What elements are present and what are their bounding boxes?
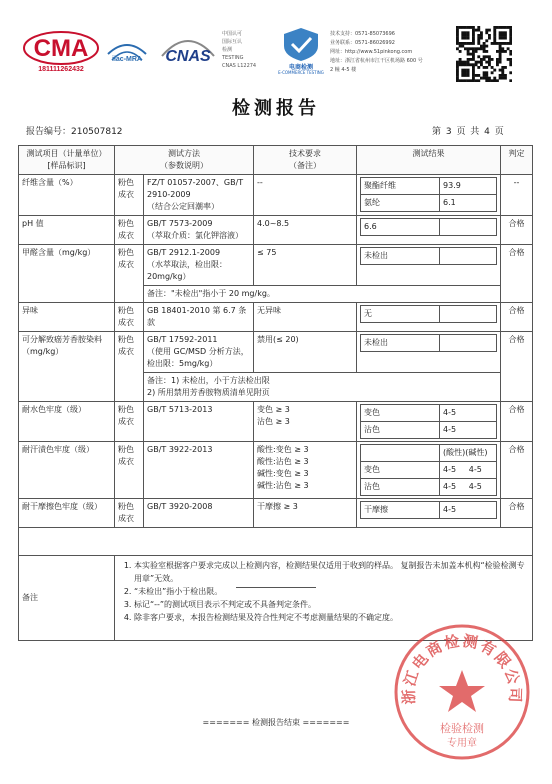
result-label: 氨纶 xyxy=(361,195,440,212)
result-value: 4-5 xyxy=(440,502,497,519)
result-line xyxy=(361,248,497,265)
accred-line: TESTING xyxy=(222,55,244,61)
row-item: 甲醛含量（mg/kg） xyxy=(19,245,115,303)
result-value: 4-5 xyxy=(440,422,497,439)
table-header-row xyxy=(19,146,533,175)
row-requirement: 禁用(≤ 20) xyxy=(254,332,357,373)
cnas-text: CNAS xyxy=(165,48,211,65)
result-label: 沾色 xyxy=(361,422,440,439)
remarks-list xyxy=(118,559,529,624)
row-method: GB/T 17592-2011 （使用 GC/MSD 分析方法，检出限：5mg/kg） xyxy=(144,332,254,373)
table-body xyxy=(19,175,533,528)
blank-row xyxy=(19,528,533,556)
results-table xyxy=(18,145,533,641)
result-label: 干摩擦 xyxy=(361,502,440,519)
result-line xyxy=(361,178,497,195)
row-sample: 粉色成衣 xyxy=(115,402,144,442)
row-requirement: 4.0~8.5 xyxy=(254,216,357,245)
row-requirement: 变色 ≥ 3 沾色 ≥ 3 xyxy=(254,402,357,442)
result-subtable xyxy=(360,305,497,323)
contact-line: 网址：http://www.51pinkong.com xyxy=(330,49,413,55)
row-result xyxy=(357,402,501,442)
cma-logo-icon xyxy=(22,30,100,66)
contact-line: 技术支持：0571-85073696 xyxy=(330,31,395,37)
result-label: 未检出 xyxy=(361,335,440,352)
row-judgement: 合格 xyxy=(501,245,533,303)
svg-text:CMA: CMA xyxy=(33,35,89,62)
row-item: 可分解致癌芳香胺染料（mg/kg） xyxy=(19,332,115,402)
row-method: FZ/T 01057-2007、GB/T 2910-2009 （结合公定回潮率） xyxy=(144,175,254,216)
qr-code-icon xyxy=(456,26,512,82)
result-label: 变色 xyxy=(361,405,440,422)
remark-item: 1. 本实验室根据客户要求完成以上检测内容，检测结果仅适用于收到的样品。 复制报告未加盖本机构“检验检测专用章”无效。 xyxy=(134,559,529,585)
row-method: GB/T 3922-2013 xyxy=(144,442,254,499)
row-result xyxy=(357,332,501,373)
ecommerce-cn: 电商检测 xyxy=(288,64,313,71)
row-result xyxy=(357,175,501,216)
accred-line: 检测 xyxy=(222,47,233,53)
row-sample: 粉色成衣 xyxy=(115,332,144,402)
header-item: 测试项目（计量单位） [样品标识] xyxy=(19,146,115,175)
result-value: (酸性)(碱性) xyxy=(440,445,497,462)
result-value xyxy=(440,248,497,265)
ilac-mra-icon xyxy=(104,34,150,70)
contact-info xyxy=(330,30,456,78)
remark-item: 2. “未检出”指小于检出限。 xyxy=(134,585,529,598)
table-row xyxy=(19,499,533,528)
row-result xyxy=(357,216,501,245)
row-judgement: 合格 xyxy=(501,442,533,499)
row-judgement: 合格 xyxy=(501,402,533,442)
result-label: 沾色 xyxy=(361,479,440,496)
row-method: GB/T 7573-2009 （萃取介质：氯化钾溶液） xyxy=(144,216,254,245)
result-line xyxy=(361,219,497,236)
cma-logo xyxy=(22,30,100,76)
row-sample: 粉色成衣 xyxy=(115,216,144,245)
result-subtable xyxy=(360,218,497,236)
report-title: 检测报告 xyxy=(232,98,320,119)
svg-text:专用章: 专用章 xyxy=(447,738,477,749)
cma-number: 181111262432 xyxy=(38,66,84,73)
result-value xyxy=(440,306,497,323)
cnas-logo xyxy=(156,30,220,72)
company-stamp xyxy=(392,622,532,762)
row-requirement: 酸性:变色 ≥ 3 酸性:沾色 ≥ 3 碱性:变色 ≥ 3 碱性:沾色 ≥ 3 xyxy=(254,442,357,499)
row-note: 备注："未检出"指小于 20 mg/kg。 xyxy=(144,286,501,303)
row-judgement: 合格 xyxy=(501,216,533,245)
row-item: 耐汗渍色牢度（级） xyxy=(19,442,115,499)
result-line xyxy=(361,422,497,439)
result-value xyxy=(440,219,497,236)
row-note: 备注：1) 未检出，小于方法检出限 2) 所用禁用芳香胺物质清单见附页 xyxy=(144,373,501,402)
shield-check-icon xyxy=(272,26,330,62)
row-item: 纤维含量（%） xyxy=(19,175,115,216)
row-judgement: 合格 xyxy=(501,303,533,332)
row-method: GB/T 5713-2013 xyxy=(144,402,254,442)
row-judgement: 合格 xyxy=(501,499,533,528)
row-sample: 粉色成衣 xyxy=(115,442,144,499)
table-row xyxy=(19,402,533,442)
result-subtable xyxy=(360,404,497,439)
result-subtable xyxy=(360,247,497,265)
result-subtable xyxy=(360,334,497,352)
row-item: 耐干摩擦色牢度（级） xyxy=(19,499,115,528)
result-subtable xyxy=(360,501,497,519)
result-subtable xyxy=(360,444,497,496)
header-method: 测试方法 （参数说明） xyxy=(115,146,254,175)
report-header xyxy=(0,0,552,90)
table-row xyxy=(19,175,533,216)
result-value: 4-5 xyxy=(440,405,497,422)
remark-item: 4. 除非客户要求，本报告检测结果及符合性判定不考虑测量结果的不确定度。 xyxy=(134,611,529,624)
row-judgement: 合格 xyxy=(501,332,533,402)
ilac-mra-logo xyxy=(104,34,150,70)
end-of-report: ======= 检测报告结束 ======= xyxy=(202,718,350,727)
result-line xyxy=(361,445,497,462)
header-requirement: 技术要求 （备注） xyxy=(254,146,357,175)
remark-item: 3. 标记“--”的测试项目表示不判定或不具备判定条件。 xyxy=(134,598,529,611)
result-line xyxy=(361,479,497,496)
result-line xyxy=(361,462,497,479)
result-value: 4-5 4-5 xyxy=(440,479,497,496)
report-number: 报告编号：210507812 xyxy=(26,127,123,137)
result-label: 无 xyxy=(361,306,440,323)
row-method: GB 18401-2010 第 6.7 条款 xyxy=(144,303,254,332)
header-result: 测试结果 xyxy=(357,146,501,175)
contact-line: 地址：浙江省杭州市江干区机场路 600 号 xyxy=(330,58,423,64)
result-subtable xyxy=(360,177,497,212)
accred-line: 中国认可 xyxy=(222,31,243,37)
contact-line: 2 幢 4-5 楼 xyxy=(330,67,357,73)
result-label: 未检出 xyxy=(361,248,440,265)
result-label: 变色 xyxy=(361,462,440,479)
row-sample: 粉色成衣 xyxy=(115,175,144,216)
row-sample: 粉色成衣 xyxy=(115,499,144,528)
table-row xyxy=(19,332,533,373)
page-info: 第 3 页 共 4 页 xyxy=(432,127,505,137)
ecommerce-testing-logo xyxy=(272,26,330,80)
result-label xyxy=(361,445,440,462)
result-line xyxy=(361,335,497,352)
svg-text:浙江电商检测有限公司: 浙江电商检测有限公司 xyxy=(399,631,525,705)
row-sample: 粉色成衣 xyxy=(115,303,144,332)
result-line xyxy=(361,306,497,323)
accreditation-text xyxy=(222,30,272,74)
row-item: 异味 xyxy=(19,303,115,332)
row-requirement: ≤ 75 xyxy=(254,245,357,286)
result-label: 聚酯纤维 xyxy=(361,178,440,195)
result-label: 6.6 xyxy=(361,219,440,236)
row-item: pH 值 xyxy=(19,216,115,245)
accred-line: 国际互认 xyxy=(222,39,243,45)
row-requirement: 无异味 xyxy=(254,303,357,332)
result-value xyxy=(440,335,497,352)
row-judgement: -- xyxy=(501,175,533,216)
signature-line xyxy=(236,587,316,588)
remarks-label: 备注 xyxy=(19,556,115,641)
row-result xyxy=(357,499,501,528)
table-row xyxy=(19,303,533,332)
ilac-mra-text: ilac-MRA xyxy=(112,56,142,63)
result-value: 93.9 xyxy=(440,178,497,195)
row-result xyxy=(357,442,501,499)
row-requirement: 干摩擦 ≥ 3 xyxy=(254,499,357,528)
result-line xyxy=(361,502,497,519)
qr-code xyxy=(456,26,512,82)
row-method: GB/T 2912.1-2009 （水萃取法，检出限：20mg/kg） xyxy=(144,245,254,286)
table-row xyxy=(19,442,533,499)
row-sample: 粉色成衣 xyxy=(115,245,144,303)
header-judgement: 判定 xyxy=(501,146,533,175)
result-line xyxy=(361,405,497,422)
result-line xyxy=(361,195,497,212)
table-row xyxy=(19,216,533,245)
row-method: GB/T 3920-2008 xyxy=(144,499,254,528)
row-requirement: -- xyxy=(254,175,357,216)
row-item: 耐水色牢度（级） xyxy=(19,402,115,442)
accred-line: CNAS L12274 xyxy=(222,63,257,69)
table-row xyxy=(19,245,533,286)
stamp-seal-icon xyxy=(392,622,532,762)
row-result xyxy=(357,303,501,332)
contact-line: 业务联系：0571-86026992 xyxy=(330,40,395,46)
svg-text:检验检测: 检验检测 xyxy=(440,722,484,735)
row-result xyxy=(357,245,501,286)
ecommerce-en: E-COMMERCE TESTING xyxy=(278,70,324,75)
result-value: 4-5 4-5 xyxy=(440,462,497,479)
result-value: 6.1 xyxy=(440,195,497,212)
